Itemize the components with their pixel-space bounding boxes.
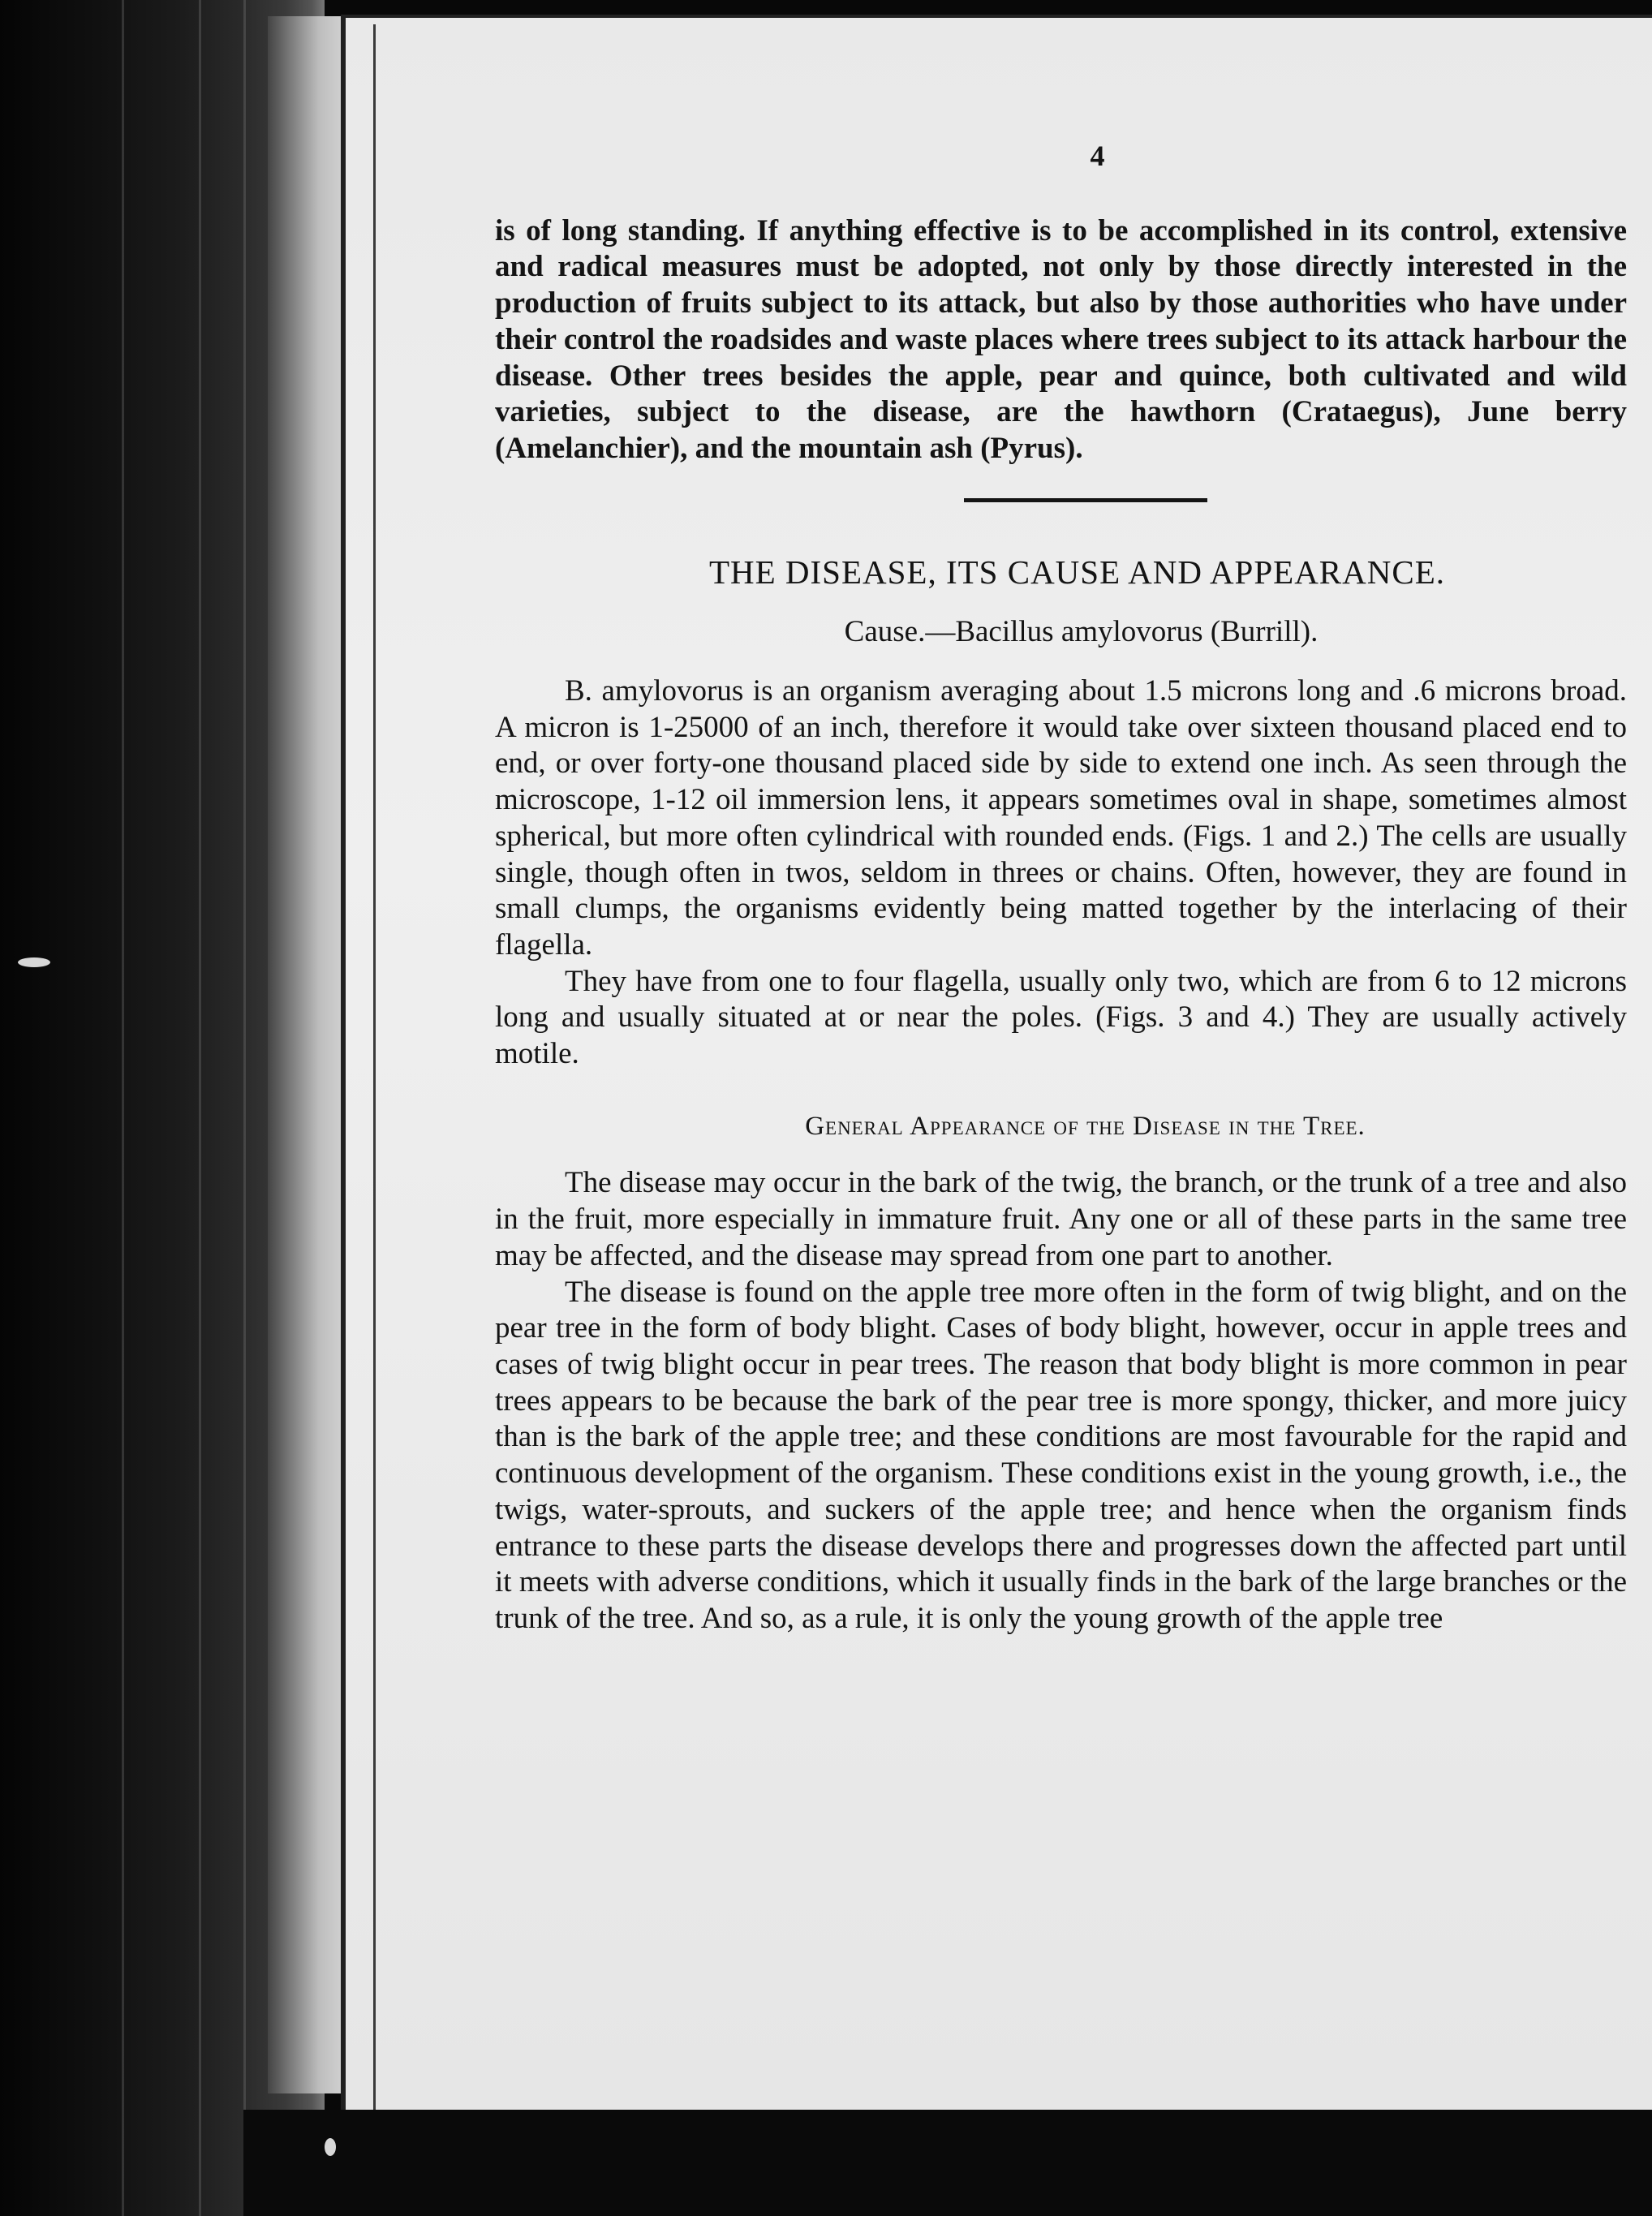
page-border-line — [373, 24, 376, 2110]
binding-streak — [199, 0, 201, 2216]
binding-streak — [243, 0, 246, 2216]
page-number: 4 — [1090, 140, 1105, 172]
appearance-paragraph: The disease may occur in the bark of the twig, the branch, or the trunk of a tree and also in the fruit, more especially in immature fruit. Any one or all of these parts in the same tree may be affected, and the disease may spread from one part to another. — [495, 1166, 1627, 1272]
cause-heading: Cause.—Bacillus amylovorus (Burrill). — [844, 615, 1319, 649]
appearance-heading: General Appearance of the Disease in the Tree. — [805, 1111, 1366, 1141]
scan-speck — [18, 957, 50, 967]
cause-paragraph: They have from one to four flagella, usually only two, which are from 6 to 12 microns long and usually situated at or near the poles. (Figs. 3 and 4.) They are usually actively motile. — [495, 964, 1627, 1071]
intro-paragraph: is of long standing. If anything effective is to be accomplished in its control, extensive and radical measures must be adopted, not only by those directly interested in the production of fruits subject to its attack, but also by those authorities who have under their control the roadsides and waste places where trees subject to its attack harbour the disease. Other trees besides the apple, pear and quince, both cultivated and wild varieties, subject to the disease, are the hawthorn (Crataegus), June berry (Amelanchier), and the mountain ash (Pyrus). — [495, 213, 1627, 465]
scan-speck — [325, 2138, 336, 2156]
cause-paragraph: B. amylovorus is an organism averaging about 1.5 microns long and .6 microns broad. A micron is 1-25000 of an inch, therefore it would take over sixteen thousand placed end to end, or over forty-one thousand placed side by side to extend one inch. As seen through the microscope, 1-12 oil immersion lens, it appears sometimes oval in shape, sometimes almost spherical, but more often cylindrical with rounded ends. (Figs. 1 and 2.) The cells are usually single, though often in twos, seldom in threes or chains. Often, however, they are found in small clumps, the organisms evidently being matted together by the interlacing of their flagella. — [495, 674, 1627, 962]
binding-streak — [122, 0, 124, 2216]
section-title: THE DISEASE, ITS CAUSE AND APPEARANCE. — [708, 553, 1446, 591]
appearance-paragraph: The disease is found on the apple tree more often in the form of twig blight, and on the pear tree in the form of body blight. Cases of body blight, however, occur in apple trees and cases of twig blight occur in pear trees. The reason that body blight is more common in pear trees appears to be because the bark of the pear tree is more spongy, thicker, and more juicy than is the bark of the apple tree; and these conditions are most favourable for the rapid and continuous development of the organism. These conditions exist in the young growth, i.e., the twigs, water-sprouts, and suckers of the apple tree; and hence when the organism finds entrance to these parts the disease develops there and progresses down the affected part until it meets with adverse conditions, which it usually finds in the bark of the large branches or the trunk of the tree. And so, as a rule, it is only the young growth of the apple tree — [495, 1275, 1627, 1635]
bottom-shadow — [243, 2110, 1652, 2216]
page-text — [495, 138, 1627, 1637]
section-divider — [964, 498, 1207, 502]
page-edge — [268, 16, 341, 2093]
